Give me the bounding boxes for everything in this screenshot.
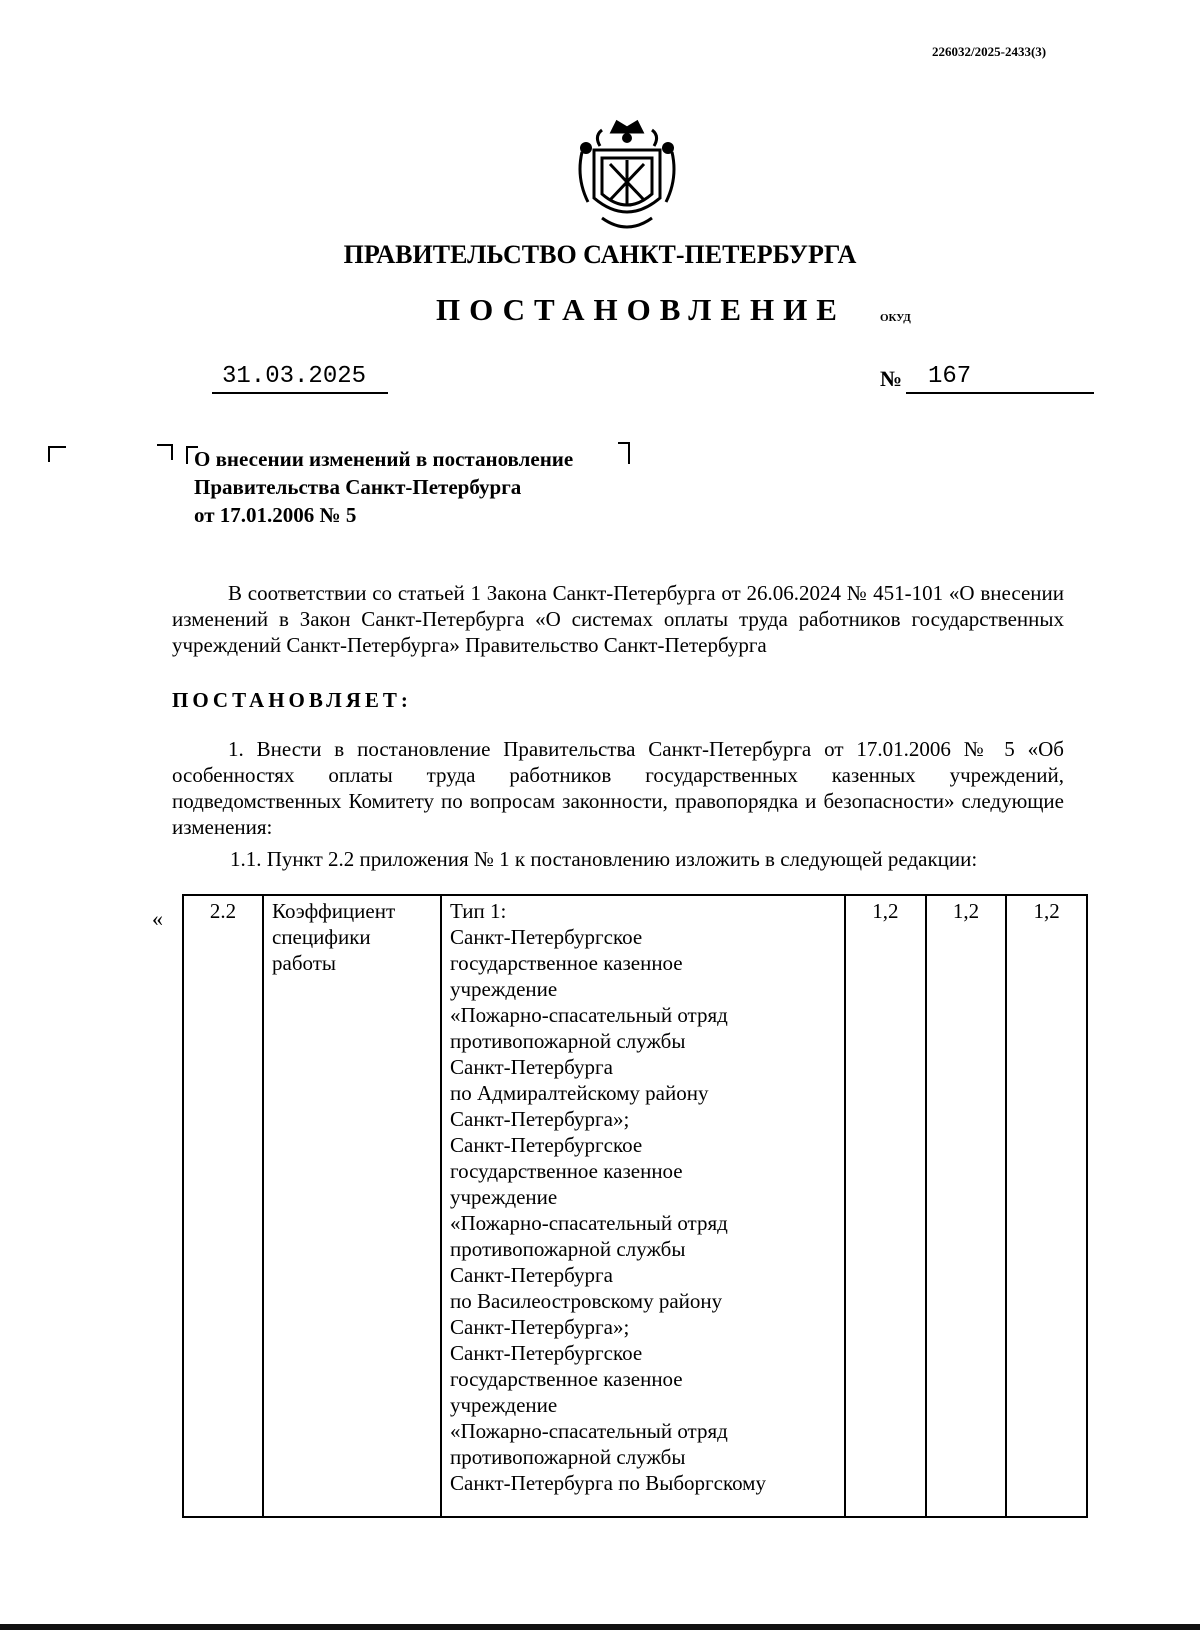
cell-coefficient-2: 1,2 xyxy=(926,895,1007,1517)
subject-line: Правительства Санкт-Петербурга xyxy=(194,475,522,499)
cell-line: Тип 1: xyxy=(450,899,507,923)
cell-line: «Пожарно-спасательный отряд xyxy=(450,1211,728,1235)
cell-line: по Василеостровскому району xyxy=(450,1289,723,1313)
coat-of-arms-emblem xyxy=(572,118,682,238)
document-number: 167 xyxy=(906,362,1094,394)
cell-line: Коэффициент xyxy=(272,899,396,923)
cell-item-number: 2.2 xyxy=(183,895,263,1517)
cell-line: Санкт-Петербургское xyxy=(450,1133,643,1157)
cell-line: работы xyxy=(272,951,337,975)
cell-line: «Пожарно-спасательный отряд xyxy=(450,1003,728,1027)
corner-mark xyxy=(157,444,173,460)
cell-line: противопожарной службы xyxy=(450,1445,686,1469)
cell-line: по Адмиралтейскому району xyxy=(450,1081,709,1105)
document-type-title: ПОСТАНОВЛЕНИЕ xyxy=(436,292,846,327)
cell-line: «Пожарно-спасательный отряд xyxy=(450,1419,728,1443)
number-label: № xyxy=(880,366,903,391)
cell-coefficient-1: 1,2 xyxy=(845,895,926,1517)
subject-line: от 17.01.2006 № 5 xyxy=(194,503,357,527)
cell-line: Санкт-Петербурга по Выборгскому xyxy=(450,1471,766,1495)
cell-line: государственное казенное xyxy=(450,1159,683,1183)
cell-line: учреждение xyxy=(450,1393,558,1417)
scan-edge-strip xyxy=(0,1624,1200,1630)
cell-line: Санкт-Петербурга xyxy=(450,1055,613,1079)
cell-description xyxy=(441,895,845,1517)
amendment-table xyxy=(182,894,1088,1518)
registration-number: 226032/2025-2433(3) xyxy=(932,44,1047,59)
cell-line: противопожарной службы xyxy=(450,1237,686,1261)
item-1-1-paragraph: 1.1. Пункт 2.2 приложения № 1 к постановлению изложить в следующей редакции: xyxy=(230,847,978,871)
corner-mark xyxy=(618,442,630,464)
cell-line: противопожарной службы xyxy=(450,1029,686,1053)
table-open-quote: « xyxy=(152,906,163,931)
item-1-paragraph: 1. Внести в постановление Правительства Санкт-Петербурга от 17.01.2006 № 5 «Об особенностях оплаты труда работников государственных казенных учреждений, подведомственных Комитету по вопросам законности, правопорядка и безопасности» следующие изменения: xyxy=(172,737,1064,839)
cell-line: специфики xyxy=(272,925,371,949)
government-title: ПРАВИТЕЛЬСТВО САНКТ-ПЕТЕРБУРГА xyxy=(343,240,857,269)
document-subject xyxy=(194,445,573,529)
subject-line: О внесении изменений в постановление xyxy=(194,447,574,471)
cell-coefficient-3: 1,2 xyxy=(1006,895,1087,1517)
cell-line: государственное казенное xyxy=(450,951,683,975)
preamble-paragraph: В соответствии со статьей 1 Закона Санкт-Петербурга от 26.06.2024 № 451-101 «О внесении изменений в Закон Санкт-Петербурга «О системах оплаты труда работников государственных учреждений Санкт-Петербурга» Правительство Санкт-Петербурга xyxy=(172,581,1064,657)
cell-line: учреждение xyxy=(450,977,558,1001)
cell-line: Санкт-Петербургское xyxy=(450,1341,643,1365)
resolves-heading: ПОСТАНОВЛЯЕТ: xyxy=(172,688,412,712)
okud-label: ОКУД xyxy=(880,312,911,324)
cell-line: государственное казенное xyxy=(450,1367,683,1391)
cell-line: Санкт-Петербургское xyxy=(450,925,643,949)
cell-line: Санкт-Петербурга xyxy=(450,1263,613,1287)
table-row xyxy=(183,895,1087,1517)
cell-line: Санкт-Петербурга»; xyxy=(450,1107,630,1131)
corner-mark xyxy=(48,446,66,462)
cell-line: Санкт-Петербурга»; xyxy=(450,1315,630,1339)
document-date: 31.03.2025 xyxy=(212,362,388,394)
cell-coefficient-name xyxy=(263,895,441,1517)
cell-line: учреждение xyxy=(450,1185,558,1209)
